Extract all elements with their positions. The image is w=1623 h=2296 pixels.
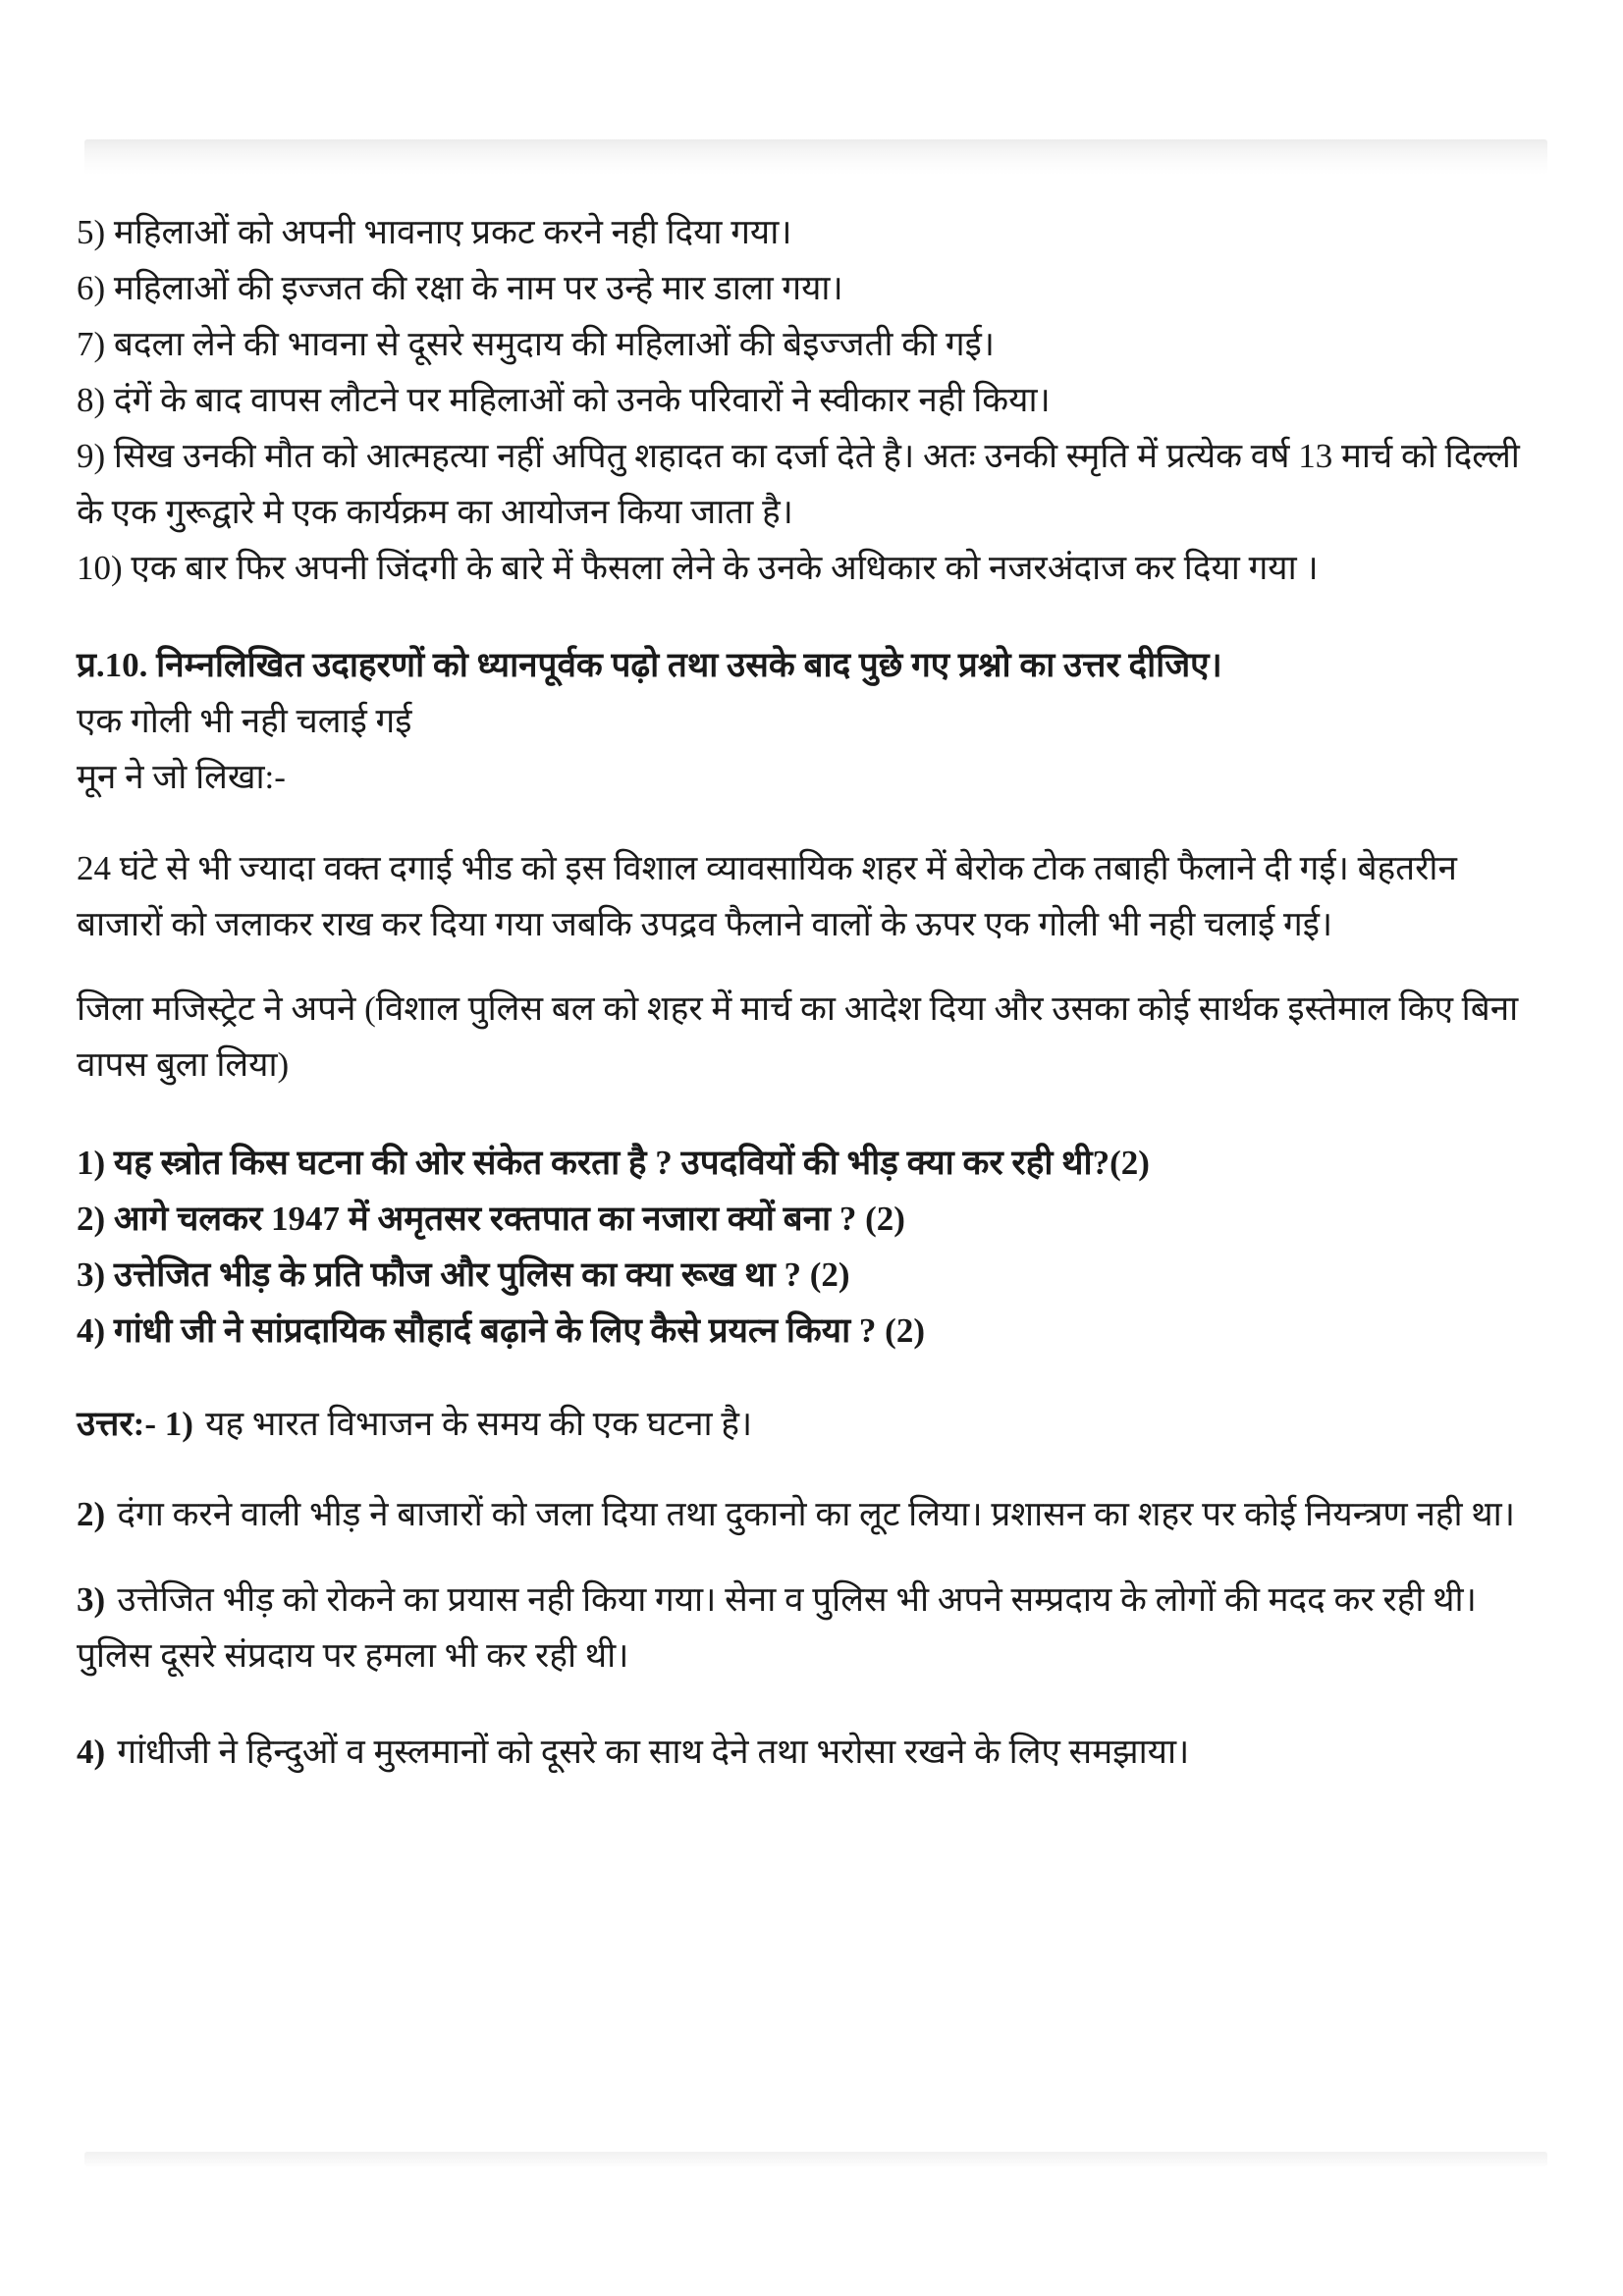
- intro-line-2: मून ने जो लिखा:-: [77, 758, 286, 796]
- list-item-5: 5) महिलाओं को अपनी भावनाए प्रकट करने नही दिया गया।: [77, 213, 792, 251]
- document-content: [77, 204, 1551, 1780]
- answer-2-text: दंगा करने वाली भीड़ ने बाजारों को जला दिया तथा दुकानो का लूट लिया। प्रशासन का शहर पर कोई नियन्त्रण नही था।: [117, 1495, 1515, 1533]
- list-item-10: 10) एक बार फिर अपनी जिंदगी के बारे में फैसला लेने के उनके अधिकार को नजरअंदाज कर दिया गया ।: [77, 549, 1319, 587]
- answer-3-prefix: 3): [77, 1580, 106, 1619]
- page-separator-top: [84, 139, 1547, 175]
- answer-4-prefix: 4): [77, 1733, 106, 1771]
- list-item-7: 7) बदला लेने की भावना से दूसरे समुदाय की महिलाओं की बेइज्जती की गई।: [77, 325, 996, 363]
- source-paragraph-1: 24 घंटे से भी ज्यादा वक्त दगाई भीड को इस विशाल व्यावसायिक शहर में बेरोक टोक तबाही फैलाने दी गई। बेहतरीन बाजारों को जलाकर राख कर दिया गया जबकि उपद्रव फैलाने वालों के ऊपर एक गोली भी नही चलाई गई।: [77, 849, 1457, 943]
- answer-1-prefix: उत्तर:- 1): [77, 1405, 193, 1443]
- answer-3: [77, 1572, 1551, 1683]
- question-10-heading: प्र.10. निम्नलिखित उदाहरणों को ध्यानपूर्वक पढ़ो तथा उसके बाद पुछे गए प्रश्नो का उत्तर दीजिए।: [77, 646, 1222, 684]
- list-item-6: 6) महिलाओं की इज्जत की रक्षा के नाम पर उन्हे मार डाला गया।: [77, 269, 843, 307]
- answer-2-prefix: 2): [77, 1495, 106, 1533]
- answer-2: [77, 1486, 1551, 1542]
- intro-line-1: एक गोली भी नही चलाई गई: [77, 702, 412, 740]
- source-paragraph-2: जिला मजिस्ट्रेट ने अपने (विशाल पुलिस बल को शहर में मार्च का आदेश दिया और उसका कोई सार्थक इस्तेमाल किए बिना वापस बुला लिया): [77, 989, 1519, 1084]
- answer-1: [77, 1396, 1551, 1452]
- sub-question-3: 3) उत्तेजित भीड़ के प्रति फौज और पुलिस का क्या रूख था ? (2): [77, 1255, 850, 1294]
- list-item-9: 9) सिख उनकी मौत को आत्महत्या नहीं अपितु शहादत का दर्जा देते है। अतः उनकी स्मृति में प्रत्येक वर्ष 13 मार्च को दिल्ली के एक गुरूद्वारे मे एक कार्यक्रम का आयोजन किया जाता है।: [77, 437, 1520, 531]
- answer-1-text: यह भारत विभाजन के समय की एक घटना है।: [205, 1405, 753, 1443]
- answer-4: [77, 1724, 1551, 1780]
- sub-question-1: 1) यह स्त्रोत किस घटना की ओर संकेत करता है ? उपदवियों की भीड़ क्या कर रही थी?(2): [77, 1144, 1150, 1182]
- answer-3-text: उत्तेजित भीड़ को रोकने का प्रयास नही किया गया। सेना व पुलिस भी अपने सम्प्रदाय के लोगों की मदद कर रही थी। पुलिस दूसरे संप्रदाय पर हमला भी कर रही थी।: [77, 1580, 1477, 1675]
- answer-4-text: गांधीजी ने हिन्दुओं व मुस्लमानों को दूसरे का साथ देने तथा भरोसा रखने के लिए समझाया।: [117, 1733, 1190, 1771]
- sub-question-4: 4) गांधी जी ने सांप्रदायिक सौहार्द बढ़ाने के लिए कैसे प्रयत्न किया ? (2): [77, 1311, 925, 1350]
- page-separator-bottom: [84, 2152, 1547, 2166]
- list-item-8: 8) दंगें के बाद वापस लौटने पर महिलाओं को उनके परिवारों ने स्वीकार नही किया।: [77, 381, 1051, 419]
- sub-question-2: 2) आगे चलकर 1947 में अमृतसर रक्तपात का नजारा क्यों बना ? (2): [77, 1200, 905, 1238]
